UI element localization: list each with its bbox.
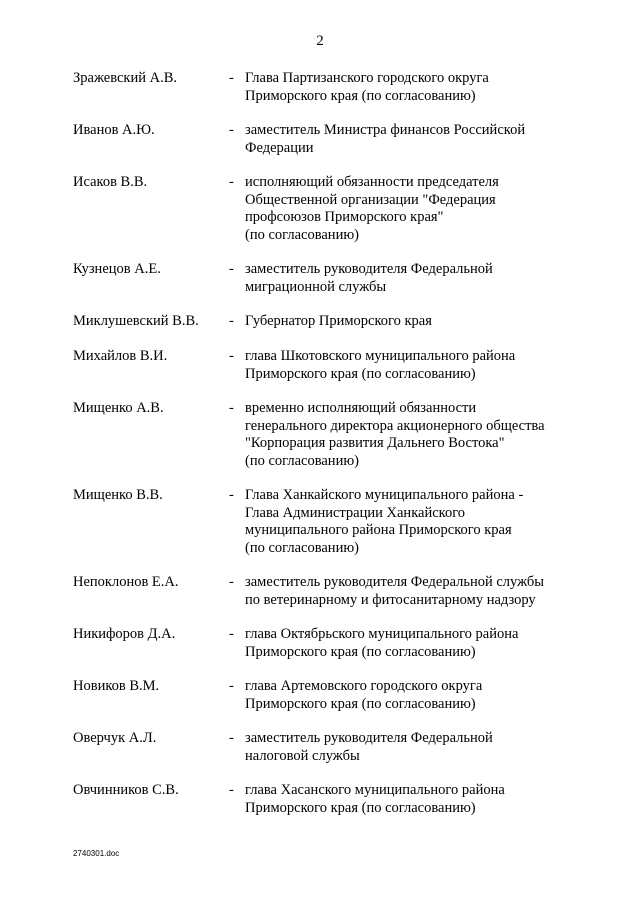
position-line: Федерации	[245, 139, 314, 156]
position-line: Глава Администрации Ханкайского	[245, 504, 466, 521]
position-line: Приморского края (по согласованию)	[245, 365, 476, 382]
separator-dash: -	[229, 678, 234, 694]
member-position	[245, 782, 575, 817]
position-line: профсоюзов Приморского края"	[245, 209, 444, 226]
separator-dash: -	[229, 348, 234, 364]
separator-dash: -	[229, 313, 234, 329]
position-line: (по согласованию)	[245, 452, 359, 469]
member-name: Непоклонов Е.А.	[73, 574, 179, 590]
position-line: генерального директора акционерного общества	[245, 417, 545, 434]
position-line: миграционной службы	[245, 278, 387, 295]
separator-dash: -	[229, 70, 234, 86]
position-line: Приморского края (по согласованию)	[245, 695, 476, 712]
position-line: Общественной организации "Федерация	[245, 191, 496, 208]
separator-dash: -	[229, 782, 234, 798]
position-line: глава Артемовского городского округа	[245, 678, 483, 694]
member-name: Исаков В.В.	[73, 174, 148, 190]
member-name: Иванов А.Ю.	[73, 122, 155, 138]
position-line: налоговой службы	[245, 747, 360, 764]
position-line: Приморского края (по согласованию)	[245, 87, 476, 104]
member-position	[245, 626, 575, 661]
position-line: заместитель руководителя Федеральной службы	[245, 574, 545, 590]
member-name: Зражевский А.В.	[73, 70, 177, 86]
member-position	[245, 730, 575, 765]
file-code: 2740301.doc	[73, 849, 120, 858]
member-name: Миклушевский В.В.	[73, 313, 199, 329]
member-position	[245, 261, 575, 296]
position-line: глава Хасанского муниципального района	[245, 782, 505, 798]
separator-dash: -	[229, 174, 234, 190]
member-position	[245, 678, 575, 713]
position-line: муниципального района Приморского края	[245, 522, 512, 539]
member-position	[245, 313, 575, 331]
member-name: Новиков В.М.	[73, 678, 160, 694]
separator-dash: -	[229, 626, 234, 642]
position-line: заместитель руководителя Федеральной	[245, 730, 493, 746]
member-name: Мищенко А.В.	[73, 400, 164, 416]
separator-dash: -	[229, 122, 234, 138]
position-line: по ветеринарному и фитосанитарному надзору	[245, 591, 536, 608]
member-name: Овчинников С.В.	[73, 782, 179, 798]
member-position	[245, 574, 575, 609]
page-number: 2	[316, 33, 324, 49]
member-position	[245, 122, 575, 157]
position-line: Глава Партизанского городского округа	[245, 70, 489, 86]
separator-dash: -	[229, 487, 234, 503]
member-name: Никифоров Д.А.	[73, 626, 176, 642]
member-position	[245, 487, 575, 557]
position-line: Губернатор Приморского края	[245, 313, 432, 329]
position-line: глава Октябрьского муниципального района	[245, 626, 519, 642]
position-line: (по согласованию)	[245, 539, 359, 556]
position-line: заместитель Министра финансов Российской	[245, 122, 526, 138]
separator-dash: -	[229, 400, 234, 416]
member-name: Кузнецов А.Е.	[73, 261, 161, 277]
member-name: Мищенко В.В.	[73, 487, 163, 503]
member-position	[245, 400, 575, 470]
member-name: Оверчук А.Л.	[73, 730, 157, 746]
separator-dash: -	[229, 574, 234, 590]
position-line: Приморского края (по согласованию)	[245, 643, 476, 660]
separator-dash: -	[229, 730, 234, 746]
position-line: "Корпорация развития Дальнего Востока"	[245, 435, 505, 452]
position-line: исполняющий обязанности председателя	[245, 174, 499, 190]
member-position	[245, 70, 575, 105]
member-name: Михайлов В.И.	[73, 348, 168, 364]
position-line: Глава Ханкайского муниципального района -	[245, 487, 524, 503]
position-line: временно исполняющий обязанности	[245, 400, 477, 416]
member-position	[245, 174, 575, 244]
position-line: глава Шкотовского муниципального района	[245, 348, 516, 364]
member-position	[245, 348, 575, 383]
separator-dash: -	[229, 261, 234, 277]
position-line: заместитель руководителя Федеральной	[245, 261, 493, 277]
position-line: Приморского края (по согласованию)	[245, 799, 476, 816]
position-line: (по согласованию)	[245, 226, 359, 243]
